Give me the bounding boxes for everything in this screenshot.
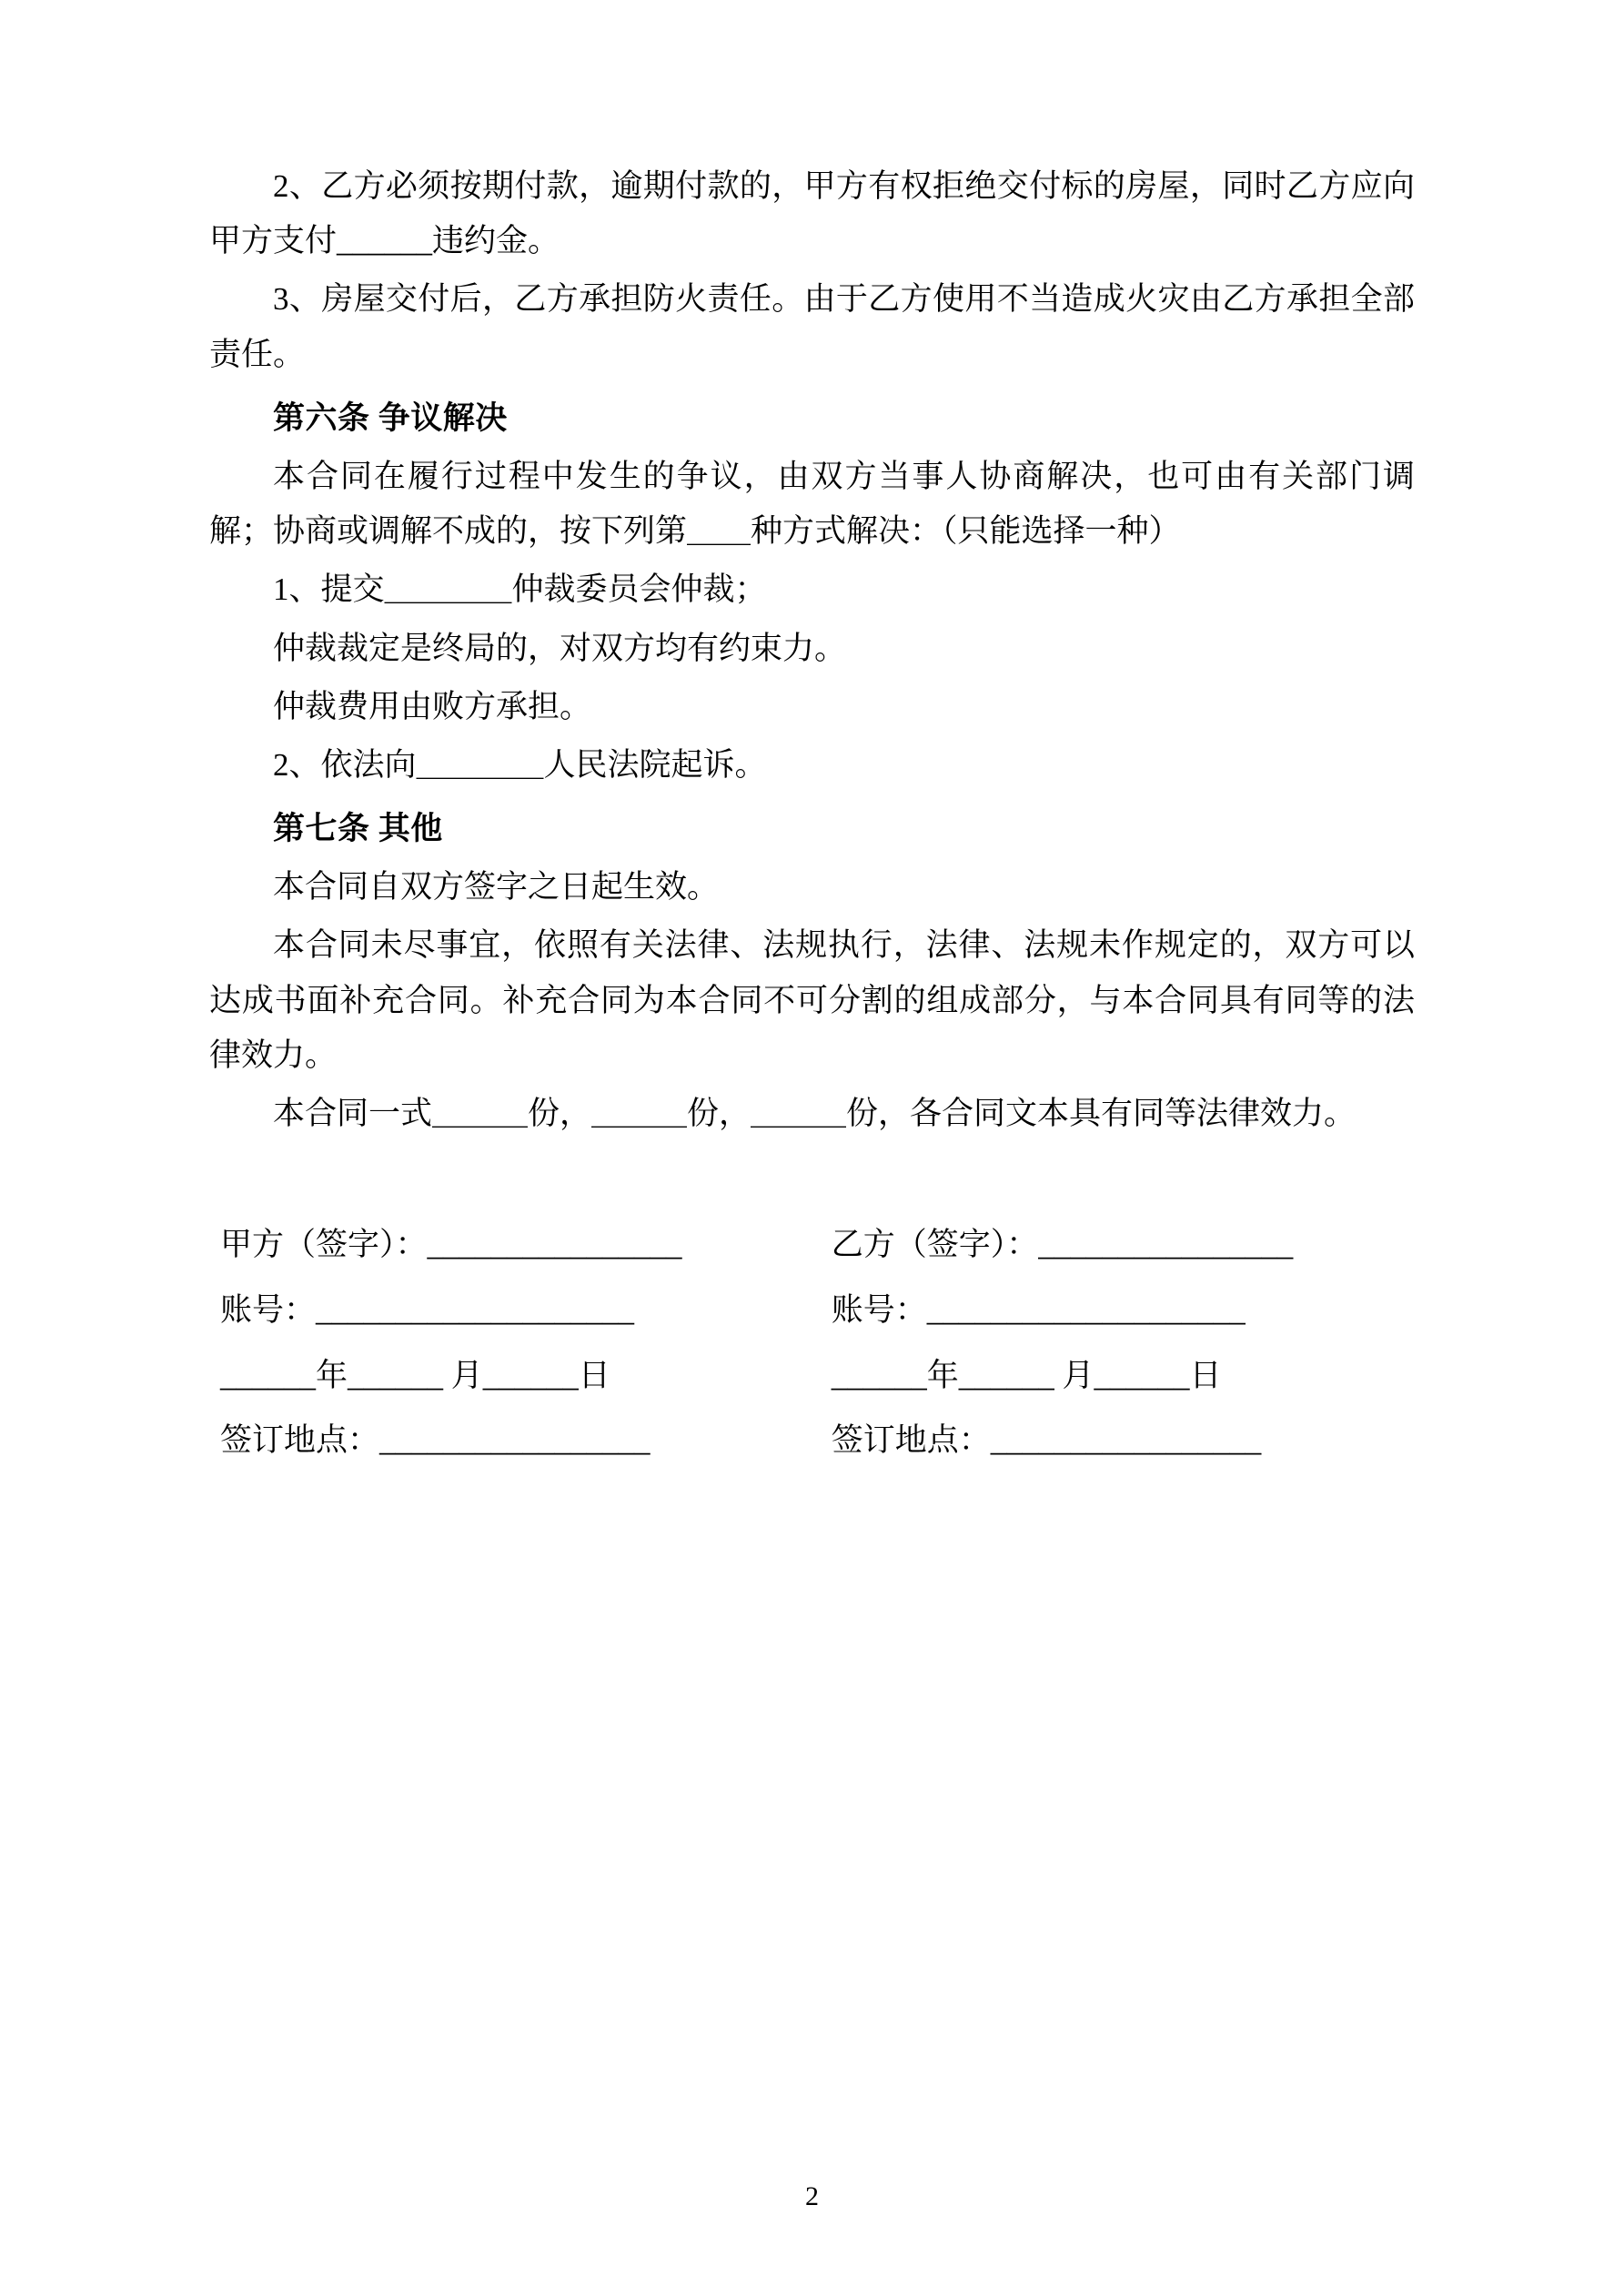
paragraph-clause7-copies: 本合同一式＿＿＿份，＿＿＿份，＿＿＿份，各合同文本具有同等法律效力。 — [273, 1096, 1357, 1131]
signature-block — [209, 1212, 1415, 1473]
paragraph-clause5-item3: 3、房屋交付后，乙方承担防火责任。由于乙方使用不当造成火灾由乙方承担全部责任。 — [209, 281, 1415, 372]
party-a-place-line: 签订地点：_________________ — [220, 1422, 651, 1459]
party-b-date-line: ______年______ 月______日 — [831, 1357, 1222, 1393]
paragraph-clause6-intro: 本合同在履行过程中发生的争议，由双方当事人协商解决，也可由有关部门调解；协商或调解不成的，按下列第＿＿种方式解决：（只能选择一种） — [209, 458, 1415, 550]
signature-party-b-name — [824, 1212, 1415, 1278]
signature-party-a-place — [209, 1408, 824, 1473]
party-b-place-line: 签订地点：_________________ — [831, 1422, 1262, 1459]
heading-clause6: 第六条 争议解决 — [273, 400, 508, 436]
party-a-account-line: 账号：____________________ — [220, 1291, 635, 1328]
heading-clause7: 第七条 其他 — [273, 811, 443, 847]
paragraph-clause6-item1-note-a: 仲裁裁定是终局的，对双方均有约束力。 — [273, 630, 847, 666]
paragraph-clause5-item2: 2、乙方必须按期付款，逾期付款的，甲方有权拒绝交付标的房屋，同时乙方应向甲方支付______违约金。 — [209, 168, 1415, 259]
party-a-date-line: ______年______ 月______日 — [220, 1357, 610, 1393]
document-body — [209, 159, 1415, 1473]
signature-party-a-name — [209, 1212, 824, 1278]
paragraph-clause6-item2: 2、依法向＿＿＿＿人民法院起诉。 — [273, 746, 767, 783]
paragraph-clause6-item1: 1、提交＿＿＿＿仲裁委员会仲裁； — [273, 571, 767, 608]
page-number: 2 — [805, 2181, 819, 2211]
signature-party-b-place — [824, 1408, 1415, 1473]
paragraph-clause7-supplement: 本合同未尽事宜，依照有关法律、法规执行，法律、法规未作规定的，双方可以达成书面补充合同。补充合同为本合同不可分割的组成部分，与本合同具有同等的法律效力。 — [209, 927, 1415, 1073]
signature-party-b-account — [824, 1278, 1415, 1343]
party-b-signature-line: 乙方（签字）：________________ — [831, 1227, 1294, 1263]
signature-party-a-date — [209, 1343, 824, 1409]
party-a-signature-line: 甲方（签字）：________________ — [220, 1227, 682, 1263]
paragraph-clause6-item1-note-b: 仲裁费用由败方承担。 — [273, 688, 592, 724]
paragraph-clause7-effective: 本合同自双方签字之日起生效。 — [273, 869, 720, 905]
signature-party-a-account — [209, 1278, 824, 1343]
signature-party-b-date — [824, 1343, 1415, 1409]
party-b-account-line: 账号：____________________ — [831, 1291, 1246, 1328]
